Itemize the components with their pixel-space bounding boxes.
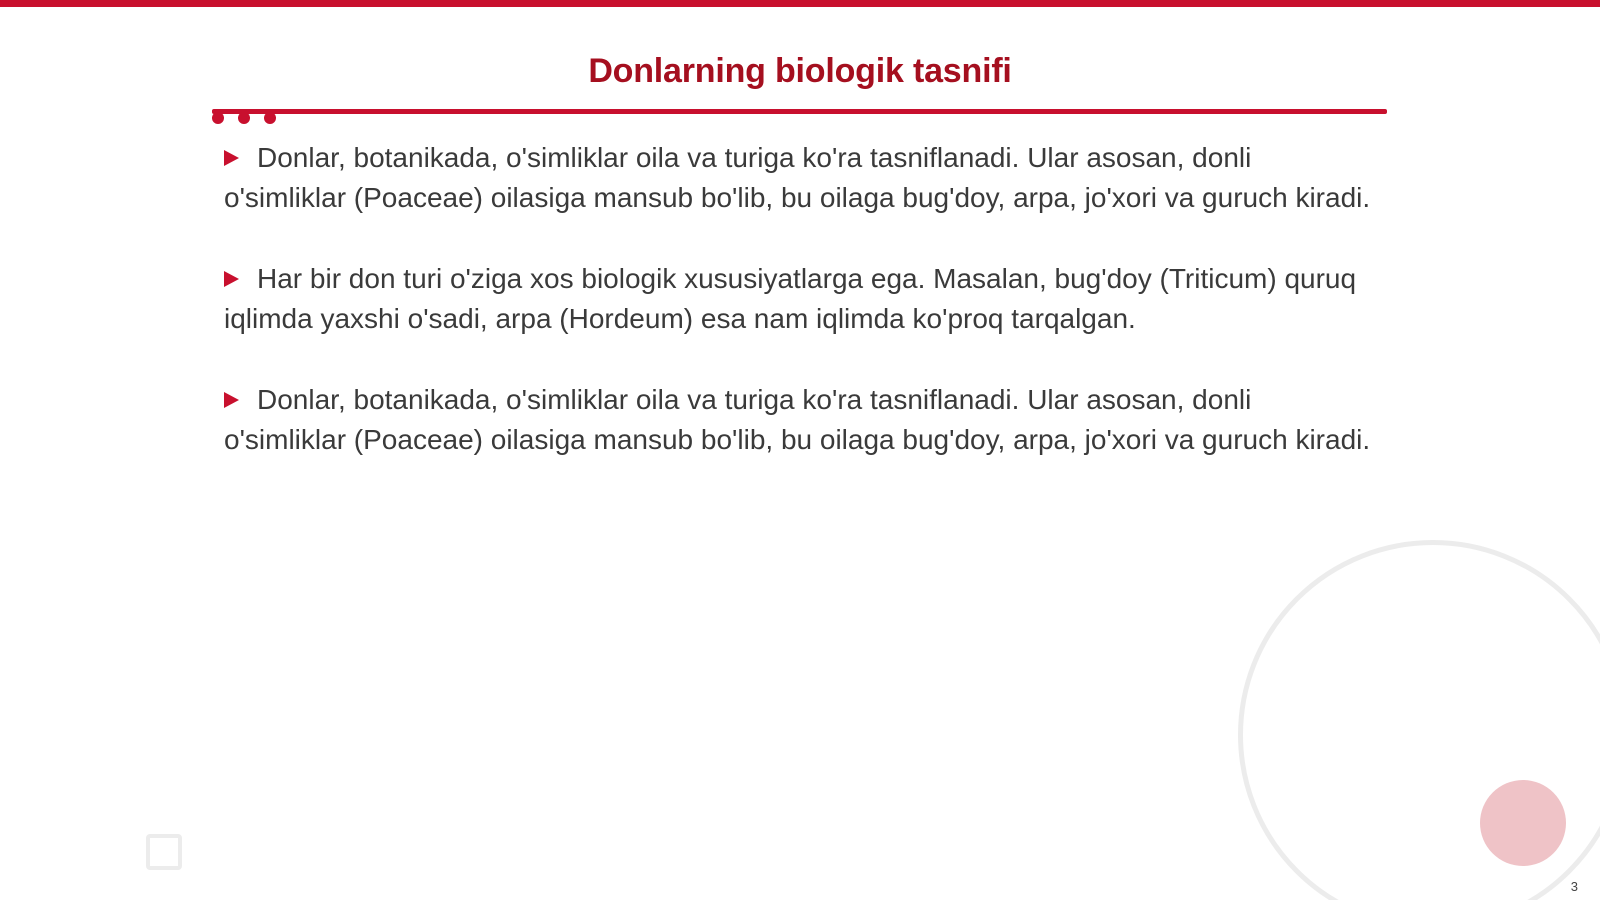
bullet-text: Donlar, botanikada, o'simliklar oila va turiga ko'ra tasniflanadi. Ular asosan, donli o'simliklar (Poaceae) oilasiga mansub bo'lib, bu oilaga bug'doy, arpa, jo'xori va guruch kiradi.	[224, 142, 1371, 213]
bullet-item	[224, 259, 1374, 339]
slide-title: Donlarning biologik tasnifi	[588, 52, 1012, 90]
triangle-right-icon	[224, 392, 239, 408]
bullet-text: Donlar, botanikada, o'simliklar oila va turiga ko'ra tasniflanadi. Ular asosan, donli o'simliklar (Poaceae) oilasiga mansub bo'lib, bu oilaga bug'doy, arpa, jo'xori va guruch kiradi.	[224, 384, 1371, 455]
decorative-disc	[1480, 780, 1566, 866]
decorative-dot	[238, 112, 250, 124]
bullet-text: Har bir don turi o'ziga xos biologik xususiyatlarga ega. Masalan, bug'doy (Triticum) quruq iqlimda yaxshi o'sadi, arpa (Hordeum) esa nam iqlimda ko'proq tarqalgan.	[224, 263, 1357, 334]
triangle-right-icon	[224, 150, 239, 166]
decorative-dot	[212, 112, 224, 124]
triangle-right-icon	[224, 271, 239, 287]
decorative-dot	[264, 112, 276, 124]
title-underline	[212, 109, 1387, 114]
top-accent-bar	[0, 0, 1600, 7]
decorative-square	[146, 834, 182, 870]
page-number: 3	[1570, 879, 1578, 894]
bullet-list	[224, 138, 1374, 501]
bullet-item	[224, 138, 1374, 218]
bullet-item	[224, 380, 1374, 460]
